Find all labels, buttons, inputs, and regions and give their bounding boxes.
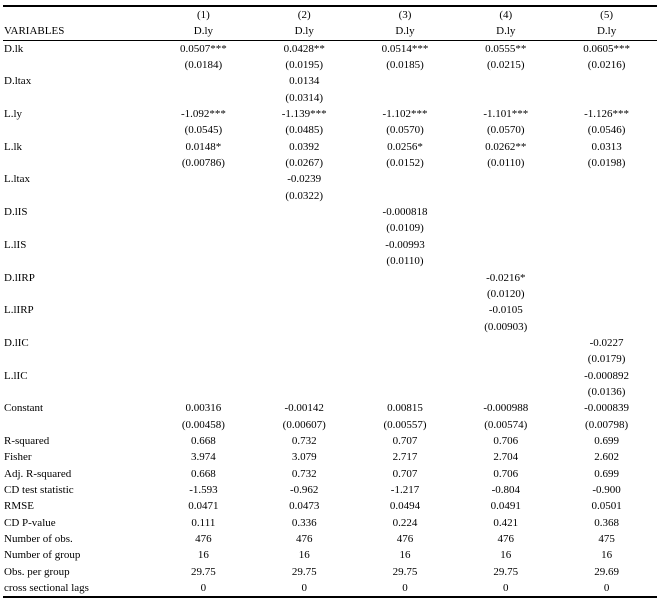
row-label xyxy=(3,286,153,302)
table-cell: 3.079 xyxy=(291,451,317,464)
row-label xyxy=(3,417,153,433)
table-cell xyxy=(455,335,556,351)
row-label: L.ly xyxy=(4,108,23,121)
table-cell: 475 xyxy=(598,533,615,545)
table-cell: 29.75 xyxy=(493,565,519,578)
table-cell xyxy=(556,73,657,89)
table-cell: 0.707 xyxy=(392,467,418,480)
table-cell: 3.974 xyxy=(191,451,216,464)
table-cell xyxy=(355,270,456,286)
table-cell: (0.0215) xyxy=(487,59,525,72)
table-cell xyxy=(254,286,355,302)
table-cell xyxy=(455,220,556,236)
table-cell: (0.0120) xyxy=(487,287,525,300)
table-cell: 0 xyxy=(355,580,456,597)
row-label xyxy=(3,253,153,269)
table-body xyxy=(3,40,657,597)
table-row xyxy=(3,433,657,449)
table-cell xyxy=(556,220,657,236)
table-row xyxy=(3,220,657,236)
table-cell: -0.00993 xyxy=(385,238,425,251)
table-cell: (0.00903) xyxy=(484,320,528,333)
table-cell: 0.00316 xyxy=(185,402,222,415)
table-cell: (0.0322) xyxy=(285,189,323,202)
table-cell: -0.0227 xyxy=(589,336,624,349)
table-cell xyxy=(153,351,254,367)
table-cell xyxy=(153,286,254,302)
table-cell: 0.0256* xyxy=(387,140,423,153)
dependent-variable: D.ly xyxy=(455,23,556,40)
table-cell: 0.421 xyxy=(493,516,519,529)
table-cell: 0.707 xyxy=(392,434,418,447)
row-label: D.lIC xyxy=(4,336,29,349)
row-label: Adj. R-squared xyxy=(4,467,72,480)
table-cell: (0.0216) xyxy=(587,59,626,72)
row-label xyxy=(3,384,153,400)
table-row xyxy=(3,57,657,73)
table-cell xyxy=(556,237,657,253)
table-cell xyxy=(254,319,355,335)
dependent-variable-row xyxy=(3,23,657,40)
table-cell xyxy=(455,73,556,89)
table-cell: 2.717 xyxy=(392,451,418,464)
table-cell xyxy=(355,368,456,384)
table-cell: 0.706 xyxy=(493,467,519,480)
table-cell xyxy=(355,384,456,400)
row-label: Obs. per group xyxy=(4,565,70,578)
table-cell xyxy=(153,302,254,318)
table-row xyxy=(3,417,657,433)
table-cell xyxy=(556,171,657,187)
table-cell xyxy=(455,351,556,367)
dependent-variable: D.ly xyxy=(254,23,355,40)
table-row xyxy=(3,253,657,269)
table-cell xyxy=(556,302,657,318)
table-cell: 0.368 xyxy=(594,516,619,529)
table-row xyxy=(3,122,657,138)
table-cell: (0.00786) xyxy=(181,157,225,170)
table-row xyxy=(3,335,657,351)
table-cell: 0.0471 xyxy=(188,500,219,513)
table-cell: (0.0485) xyxy=(285,124,323,137)
table-cell: -0.000818 xyxy=(382,206,428,219)
table-cell: 476 xyxy=(295,533,313,545)
table-cell: 476 xyxy=(497,533,515,545)
table-cell: 16 xyxy=(500,549,512,562)
table-cell xyxy=(455,253,556,269)
table-cell xyxy=(556,270,657,286)
table-cell: (0.00574) xyxy=(484,418,528,431)
row-label: RMSE xyxy=(4,500,34,513)
table-cell xyxy=(153,270,254,286)
row-label: CD test statistic xyxy=(4,483,74,496)
table-cell xyxy=(153,335,254,351)
table-row xyxy=(3,155,657,171)
table-cell: 0.668 xyxy=(191,434,216,447)
row-label: L.lIC xyxy=(4,369,28,382)
row-label xyxy=(3,319,153,335)
regression-table xyxy=(3,5,657,598)
table-cell xyxy=(556,319,657,335)
table-cell: -1.593 xyxy=(189,483,218,496)
table-cell xyxy=(254,220,355,236)
table-cell: 0.0313 xyxy=(591,140,622,153)
table-cell: 0.0262** xyxy=(485,140,527,153)
table-cell: (0.0314) xyxy=(285,91,323,104)
table-row xyxy=(3,270,657,286)
table-cell xyxy=(153,204,254,220)
table-cell: 0.0605*** xyxy=(583,42,630,55)
row-label xyxy=(3,220,153,236)
table-row xyxy=(3,302,657,318)
row-label: Number of obs. xyxy=(4,533,73,545)
table-row xyxy=(3,449,657,465)
table-cell: 0.0473 xyxy=(289,500,320,513)
table-cell: (0.00458) xyxy=(181,418,225,431)
table-cell: 0.0491 xyxy=(490,500,521,513)
table-cell: 0 xyxy=(455,580,556,597)
table-cell xyxy=(254,302,355,318)
table-cell xyxy=(556,90,657,106)
table-row xyxy=(3,188,657,204)
table-row xyxy=(3,106,657,122)
table-cell xyxy=(556,204,657,220)
table-cell: -0.000892 xyxy=(584,369,630,382)
table-cell: 476 xyxy=(195,533,212,545)
column-number-row xyxy=(3,6,657,23)
table-cell: (0.0570) xyxy=(487,124,525,137)
table-cell: (0.0267) xyxy=(285,157,323,170)
table-cell xyxy=(254,253,355,269)
table-cell: 0.699 xyxy=(594,434,619,447)
table-row xyxy=(3,286,657,302)
table-cell xyxy=(355,90,456,106)
table-cell: -1.102*** xyxy=(382,108,428,121)
table-cell: -1.217 xyxy=(390,483,420,496)
dependent-variable: D.ly xyxy=(355,23,456,40)
table-cell xyxy=(355,319,456,335)
table-cell xyxy=(455,384,556,400)
table-cell: 0.0501 xyxy=(591,500,622,513)
table-cell: -1.126*** xyxy=(584,108,630,121)
table-cell xyxy=(556,188,657,204)
table-row xyxy=(3,498,657,514)
table-cell: 0.0148* xyxy=(185,140,222,153)
table-cell xyxy=(153,73,254,89)
table-cell: (0.0109) xyxy=(386,222,424,235)
table-cell: -1.139*** xyxy=(281,108,327,121)
column-number: (1) xyxy=(153,6,254,23)
table-cell: 0.0555** xyxy=(485,42,527,55)
table-cell: 0.706 xyxy=(493,434,519,447)
table-cell: 0.0428** xyxy=(283,42,325,55)
header-blank-cell xyxy=(3,6,153,23)
column-number: (3) xyxy=(355,6,456,23)
table-cell: 476 xyxy=(396,533,414,545)
table-cell: -1.101*** xyxy=(483,108,529,121)
table-cell xyxy=(355,73,456,89)
row-label xyxy=(3,188,153,204)
table-cell xyxy=(355,351,456,367)
table-cell: 29.75 xyxy=(191,565,216,578)
row-label: D.lIRP xyxy=(4,271,35,284)
table-cell xyxy=(556,286,657,302)
table-cell: 0.0494 xyxy=(389,500,421,513)
table-row xyxy=(3,564,657,580)
table-cell: 0.336 xyxy=(291,516,317,529)
table-cell: -0.0105 xyxy=(488,304,523,317)
table-cell: 16 xyxy=(298,549,310,562)
table-row xyxy=(3,531,657,547)
table-cell: 0.0514*** xyxy=(381,42,429,55)
table-cell xyxy=(254,335,355,351)
table-cell: -1.092*** xyxy=(180,108,226,121)
table-row xyxy=(3,139,657,155)
table-cell: 0 xyxy=(556,580,657,597)
table-cell xyxy=(455,90,556,106)
variables-header: VARIABLES xyxy=(3,23,153,40)
table-cell: 29.69 xyxy=(594,565,619,578)
dependent-variable: D.ly xyxy=(556,23,657,40)
table-cell xyxy=(153,220,254,236)
table-cell: (0.00557) xyxy=(383,418,427,431)
table-cell xyxy=(355,188,456,204)
table-cell: 0.111 xyxy=(191,516,216,529)
table-row xyxy=(3,580,657,597)
table-cell: 0.0134 xyxy=(289,75,320,88)
row-label: L.lIS xyxy=(4,238,27,251)
table-cell: 0.0507*** xyxy=(180,42,227,55)
table-cell: (0.0136) xyxy=(587,385,626,398)
table-cell xyxy=(153,237,254,253)
table-cell: (0.0195) xyxy=(285,59,323,72)
table-cell: 0.0392 xyxy=(289,140,320,153)
table-cell: -0.900 xyxy=(592,483,621,496)
row-label: D.ltax xyxy=(4,75,32,88)
table-cell: 0.732 xyxy=(291,434,317,447)
row-label: cross sectional lags xyxy=(3,580,153,597)
column-number: (5) xyxy=(556,6,657,23)
table-row xyxy=(3,90,657,106)
row-label: Fisher xyxy=(4,451,32,464)
table-cell: (0.00607) xyxy=(282,418,326,431)
table-row xyxy=(3,237,657,253)
table-cell: (0.0198) xyxy=(587,157,626,170)
row-label xyxy=(3,57,153,73)
table-cell: -0.962 xyxy=(289,483,319,496)
row-label xyxy=(3,351,153,367)
table-cell: 0.00815 xyxy=(387,402,423,415)
table-cell: 0.668 xyxy=(191,467,216,480)
row-label: L.lIRP xyxy=(4,304,34,317)
table-cell xyxy=(254,237,355,253)
table-cell xyxy=(455,171,556,187)
table-cell: 0.732 xyxy=(291,467,317,480)
table-row xyxy=(3,384,657,400)
column-number: (4) xyxy=(455,6,556,23)
table-cell: 16 xyxy=(399,549,411,562)
table-cell xyxy=(355,335,456,351)
table-cell: -0.000839 xyxy=(584,402,630,415)
row-label xyxy=(3,122,153,138)
table-cell: (0.0545) xyxy=(184,124,223,137)
table-row xyxy=(3,400,657,416)
table-cell: -0.00142 xyxy=(284,402,324,415)
table-cell: 2.704 xyxy=(493,451,519,464)
table-row xyxy=(3,547,657,563)
table-cell: (0.0184) xyxy=(184,59,223,72)
table-row xyxy=(3,466,657,482)
table-cell: (0.0570) xyxy=(386,124,424,137)
dependent-variable: D.ly xyxy=(153,23,254,40)
table-cell: (0.00798) xyxy=(585,418,629,431)
table-cell: -0.804 xyxy=(491,483,520,496)
row-label xyxy=(3,90,153,106)
column-number: (2) xyxy=(254,6,355,23)
table-cell xyxy=(254,204,355,220)
table-cell xyxy=(355,286,456,302)
table-cell: 16 xyxy=(601,549,613,562)
row-label: Constant xyxy=(4,402,44,415)
row-label: R-squared xyxy=(4,434,50,447)
table-row xyxy=(3,515,657,531)
table-cell: -0.0239 xyxy=(287,173,322,186)
table-cell xyxy=(153,253,254,269)
table-cell xyxy=(455,368,556,384)
table-cell: 0.224 xyxy=(392,516,418,529)
table-cell xyxy=(153,90,254,106)
table-cell xyxy=(153,171,254,187)
row-label: D.lk xyxy=(4,42,24,55)
table-cell: (0.0179) xyxy=(587,353,626,366)
table-cell: 29.75 xyxy=(392,565,418,578)
table-cell xyxy=(254,384,355,400)
table-row xyxy=(3,319,657,335)
table-cell: 0 xyxy=(254,580,355,597)
table-cell xyxy=(254,270,355,286)
table-cell: -0.0216* xyxy=(486,271,526,284)
table-cell: (0.0185) xyxy=(386,59,424,72)
table-cell: (0.0152) xyxy=(386,157,424,170)
table-row xyxy=(3,482,657,498)
row-label: L.ltax xyxy=(4,173,30,186)
table-cell xyxy=(355,171,456,187)
table-cell: 0.699 xyxy=(594,467,619,480)
table-row xyxy=(3,204,657,220)
table-cell xyxy=(455,237,556,253)
table-cell: (0.0110) xyxy=(487,157,525,170)
table-cell: 16 xyxy=(197,549,209,562)
table-cell xyxy=(153,188,254,204)
table-cell: (0.0546) xyxy=(587,124,626,137)
table-cell xyxy=(254,368,355,384)
table-cell xyxy=(153,384,254,400)
row-label: D.lIS xyxy=(4,206,28,219)
table-cell xyxy=(556,253,657,269)
table-row xyxy=(3,40,657,57)
table-cell xyxy=(153,319,254,335)
table-cell: -0.000988 xyxy=(483,402,529,415)
table-cell xyxy=(455,204,556,220)
row-label xyxy=(3,155,153,171)
row-label: L.lk xyxy=(4,140,23,153)
table-cell xyxy=(254,351,355,367)
table-cell xyxy=(153,368,254,384)
table-cell xyxy=(355,302,456,318)
table-cell: (0.0110) xyxy=(386,255,424,268)
table-row xyxy=(3,171,657,187)
row-label: Number of group xyxy=(4,549,81,562)
table-row xyxy=(3,73,657,89)
table-cell: 2.602 xyxy=(594,451,619,464)
table-cell xyxy=(455,188,556,204)
table-row xyxy=(3,368,657,384)
table-cell: 0 xyxy=(153,580,254,597)
row-label: CD P-value xyxy=(4,516,56,529)
table-row xyxy=(3,351,657,367)
table-cell: 29.75 xyxy=(291,565,317,578)
